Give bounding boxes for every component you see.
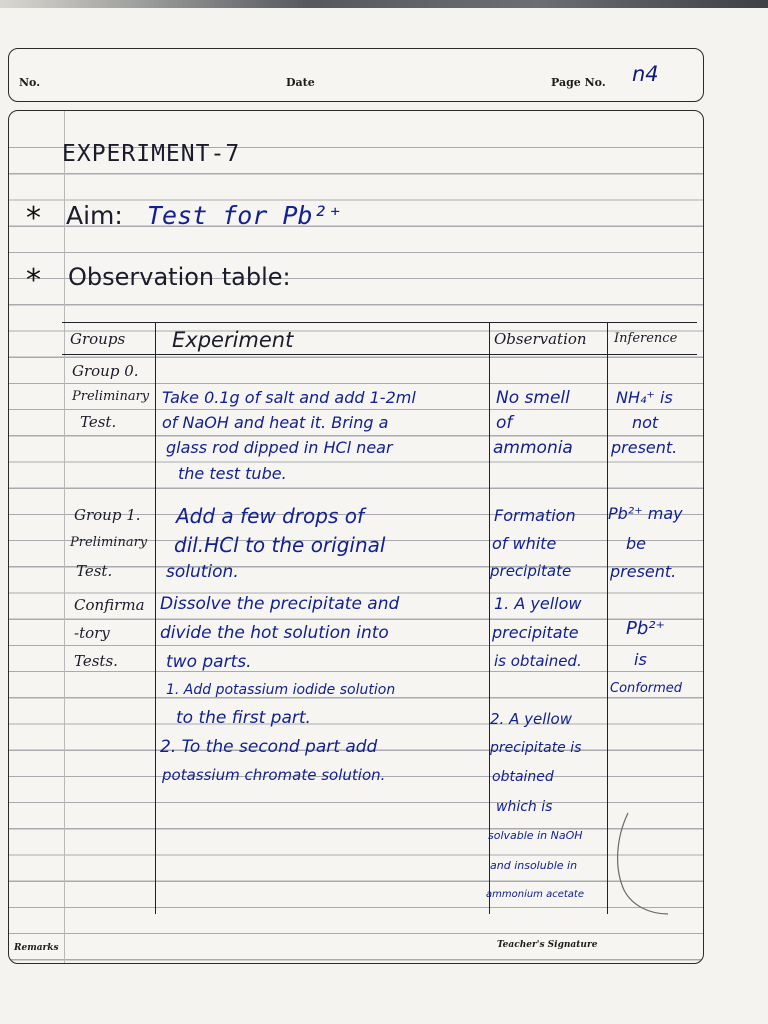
row1-experiment-line: solution. <box>166 562 239 582</box>
row0-group-line: Group 0. <box>72 362 139 380</box>
row0-inference-line: not <box>632 413 659 432</box>
teacher-signature-label: Teacher's Signature <box>497 940 598 950</box>
col-header-groups: Groups <box>70 330 126 348</box>
col-header-observation: Observation <box>494 330 587 348</box>
row1-observation-line: of white <box>492 534 557 553</box>
row0-experiment-line: the test tube. <box>178 464 287 483</box>
row0-group-line: Test. <box>80 413 117 431</box>
row2-observation-line: ammonium acetate <box>486 889 585 900</box>
row2-observation-line: which is <box>496 799 553 815</box>
row1-observation-line: Formation <box>494 506 576 525</box>
row0-observation-line: No smell <box>496 388 570 408</box>
row2-experiment-line: potassium chromate solution. <box>162 766 386 784</box>
row0-inference-line: present. <box>611 438 678 457</box>
table-top-border <box>62 322 697 323</box>
row2-observation-line: and insoluble in <box>490 859 578 872</box>
pencil-bracket-mark <box>610 808 690 918</box>
row2-inference-line: is <box>634 650 647 669</box>
col-header-experiment: Experiment <box>172 328 294 352</box>
observation-title: Observation table: <box>68 263 291 291</box>
table-divider-2 <box>489 322 490 914</box>
row0-experiment-line: of NaOH and heat it. Bring a <box>162 413 389 432</box>
margin-line <box>64 111 65 963</box>
row1-inference-line: Pb²⁺ may <box>608 504 683 523</box>
observation-bullet: * <box>26 263 41 298</box>
row2-inference-line: Pb²⁺ <box>626 618 665 639</box>
row2-observation-line: is obtained. <box>494 652 582 670</box>
row2-experiment-line: 2. To the second part add <box>160 737 378 757</box>
row2-observation-line: solvable in NaOH <box>488 829 583 842</box>
row2-observation-line: obtained <box>492 769 554 785</box>
row0-inference-line: NH₄⁺ is <box>616 388 673 407</box>
no-label: No. <box>19 76 41 89</box>
row0-observation-line: of <box>496 413 513 433</box>
row2-experiment-line: two parts. <box>166 652 252 672</box>
aim-bullet: * <box>26 201 41 236</box>
row2-observation-line: 2. A yellow <box>490 710 572 728</box>
aim-value: Test for Pb²⁺ <box>147 201 343 230</box>
page-no-label: Page No. <box>551 76 606 89</box>
photo-top-edge <box>0 0 768 8</box>
row2-experiment-line: Dissolve the precipitate and <box>160 594 400 614</box>
page-header-box <box>8 48 704 102</box>
page-no-value: n4 <box>632 62 659 86</box>
row1-experiment-line: Add a few drops of <box>176 504 365 528</box>
row2-experiment-line: divide the hot solution into <box>160 623 389 643</box>
row1-experiment-line: dil.HCl to the original <box>174 533 386 557</box>
col-header-inference: Inference <box>614 331 678 346</box>
table-divider-3 <box>607 322 608 914</box>
row0-experiment-line: glass rod dipped in HCl near <box>166 438 393 457</box>
row2-observation-line: 1. A yellow <box>494 594 582 613</box>
date-label: Date <box>286 76 315 89</box>
row2-group-line: -tory <box>74 624 110 642</box>
aim-label: Aim: <box>66 201 123 230</box>
row2-experiment-line: to the first part. <box>176 708 311 728</box>
row1-observation-line: precipitate <box>490 562 572 580</box>
table-header-border <box>62 354 697 355</box>
experiment-title: EXPERIMENT-7 <box>62 141 241 167</box>
row2-group-line: Confirma <box>74 596 145 614</box>
row0-observation-line: ammonia <box>493 438 573 458</box>
row2-experiment-line: 1. Add potassium iodide solution <box>166 682 396 698</box>
row0-experiment-line: Take 0.1g of salt and add 1-2ml <box>162 388 416 407</box>
row1-inference-line: be <box>626 534 646 553</box>
row1-group-line: Group 1. <box>74 506 141 524</box>
row1-group-line: Preliminary <box>70 535 148 550</box>
row1-inference-line: present. <box>610 562 677 581</box>
row1-group-line: Test. <box>76 562 113 580</box>
remarks-label: Remarks <box>14 943 59 953</box>
row2-observation-line: precipitate <box>492 623 579 642</box>
row2-group-line: Tests. <box>74 652 118 670</box>
row2-observation-line: precipitate is <box>490 740 582 756</box>
row2-inference-line: Conformed <box>610 681 683 696</box>
table-divider-1 <box>155 322 156 914</box>
row0-group-line: Preliminary <box>72 389 150 404</box>
